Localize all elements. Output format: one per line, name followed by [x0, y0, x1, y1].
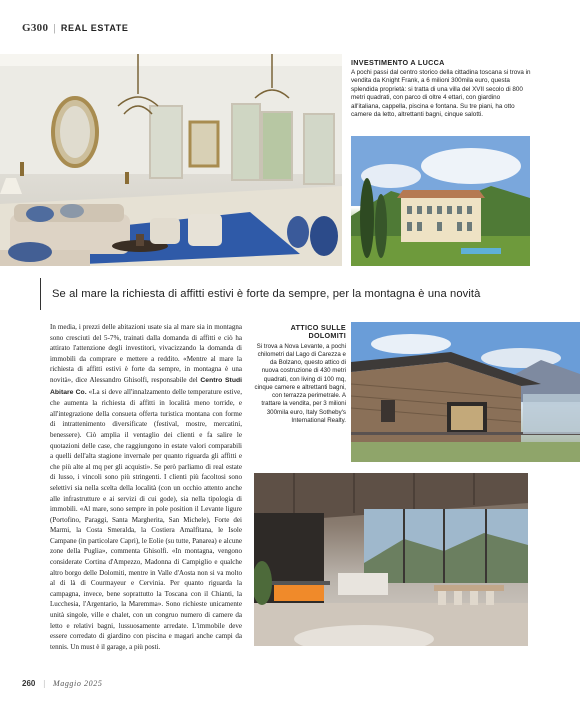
caption-attico-text: Si trova a Nova Levante, a pochi chilometri dal Lago di Carezza e da Bolzano, questo attico di nuova costruzione di 430 metri quadrati, con living di 100 mq, cinque camere e altrettanti bagni, con terrazza perimetrale. A trattare la vendita, per 3 milioni 300mila euro, Italy Sotheby's International Realty. [254, 342, 346, 424]
article-body-highlight: Centro Studi Abitare Co. [50, 376, 243, 396]
article-body [50, 322, 242, 652]
caption-lucca-text: A pochi passi dal centro storico della cittadina toscana si trova in vendita da Knight Frank, a 6 milioni 300mila euro, questa splendida proprietà: si tratta di una villa del XVII secolo di 800 metri quadrati, con parco di oltre 4 ettari, con giardino all'italiana, cappella, piscina e fontana. Su tre piani, ha otto camere da letto, altrettanti bagni, cinque salotti. [351, 68, 531, 119]
pullquote-rule [40, 278, 41, 310]
page-footer [22, 679, 102, 688]
page-header [22, 22, 129, 34]
caption-attico-title: ATTICO SULLE DOLOMITI [290, 323, 346, 341]
caption-lucca-title: INVESTIMENTO A LUCCA [351, 58, 445, 67]
issue-date: Maggio 2025 [52, 679, 103, 688]
villa-photo [351, 136, 530, 266]
article-body-part2: «La si deve all'innalzamento delle temperature estive, che aumenta la richiesta di affitti in località meno torride, e all'integrazione della consueta offerta turistica montana con forme di intrattenimento diversificate (festival, mostre, mercatini, benessere). Ciò amplia il ventaglio dei clienti e fa salire le quotazioni delle case, che raggiungono in estate valori comparabili a quelli dell'alta stagione invernale per quanto riguarda gli affitti e che più alte al mq per gli acquisti». Se però parliamo di real estate di lusso, i vincoli sono più stringenti. I clienti più facoltosi sono selettivi sia nella scelta della località (con un occhio attento anche alle infrastrutture e ai servizi di cui gode), sia nella tipologia di immobili. «Al mare, sono sempre in pole position il Levante ligure (Portofino, Paraggi, Santa Margherita, San Michele), Forte dei Marmi, la Costa Smeralda, la Costiera Amalfitana, le Isole Campane (in particolare Capri), le Eolie (su tutte, Panarea) e alcune zone della Puglia», commenta Ghisolfi. «In montagna, vengono considerate Cortina d'Ampezzo, Madonna di Campiglio e qualche altro borgo delle Dolomiti, mentre in Valle d'Aosta non si va molto al di là di Courmayeur e Cervinia. Per quanto riguarda la campagna, invece, bene soprattutto la Toscana con il Chianti, la Lucchesia, l'Argentario, la Maremma». Sono richieste unicamente unità singole, ville e chalet, con un congruo numero di camere da letto e relativi bagni, lussuosamente arredate. L'immobile deve essere corredato di giardino con piscina e magari anche campi da tennis. Un must è il garage, a più posti. [50, 387, 242, 651]
article-body-part1: In media, i prezzi delle abitazioni usate sia al mare sia in montagna sono cresciuti del 5-7%, trainati dalla domanda di affitti e ciò ha attirato l'attenzione degli investitori, vivacizzando la domanda di immobili da comprare e mettere a reddito. «Mentre al mare la richiesta di affitti estivi è forte da sempre, in montagna è una novità», dice Alessandro Ghisolfi, responsabile del [50, 323, 242, 384]
caption-lucca [351, 58, 531, 120]
chalet-exterior-photo [351, 322, 580, 462]
living-room-photo [0, 54, 342, 266]
caption-attico [254, 324, 346, 425]
chalet-interior-photo [254, 473, 528, 646]
header-separator: | [53, 22, 56, 34]
footer-separator: | [43, 679, 45, 688]
magazine-brand: G300 [22, 22, 49, 34]
page-number: 260 [22, 679, 36, 688]
section-title: REAL ESTATE [60, 23, 129, 33]
pullquote: Se al mare la richiesta di affitti estivi è forte da sempre, per la montagna è una novità [52, 288, 481, 300]
